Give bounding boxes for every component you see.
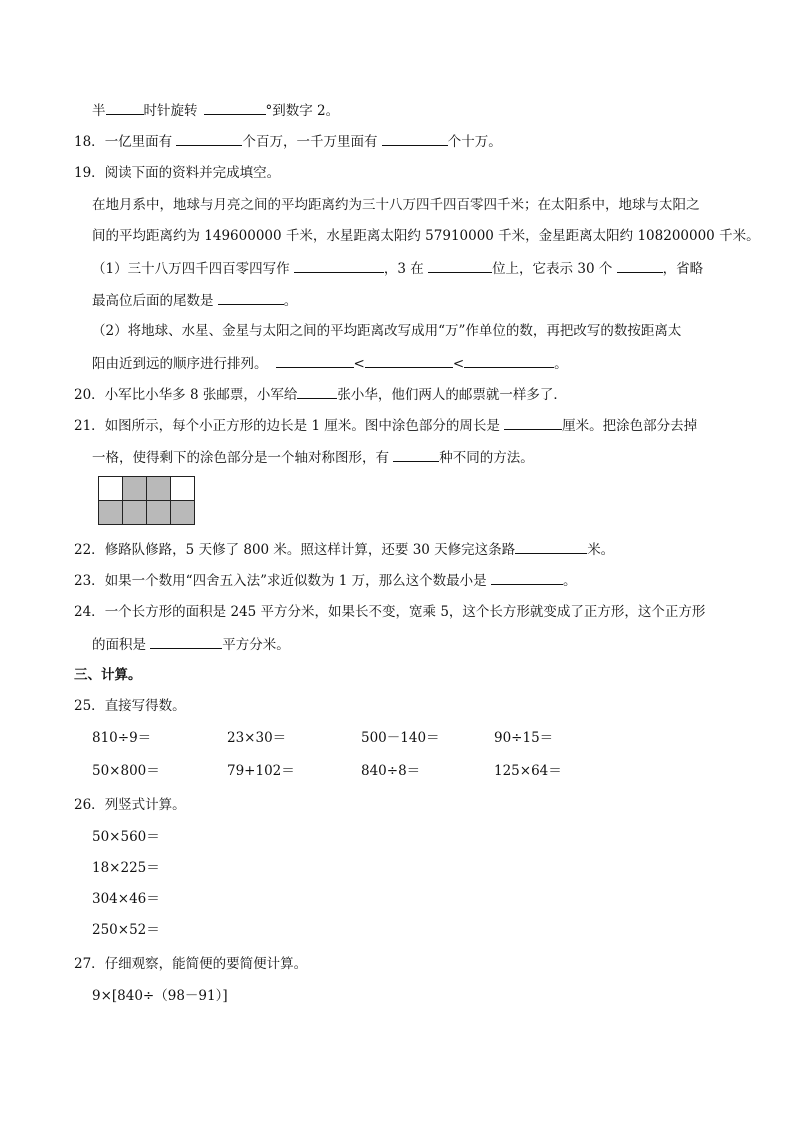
answer-blank[interactable]	[504, 416, 562, 430]
question-19-title: 19．阅读下面的资料并完成填空。	[74, 165, 281, 181]
mental-calc-item: 810÷9＝	[92, 730, 152, 746]
q19-paragraph-line2: 间的平均距离约为 149600000 千米，水星距离太阳约 57910000 千米，金星距离太阳约 108200000 千米。	[92, 228, 760, 244]
vertical-calc-item: 18×225＝	[92, 860, 160, 876]
grid-cell-shaded	[99, 501, 123, 525]
simplify-calc-expression: 9×[840÷（98－91）]	[92, 988, 228, 1004]
q17-continuation: 半 时针旋转 °到数字 2。	[92, 103, 340, 119]
question-23: 23．如果一个数用“四舍五入法”求近似数为 1 万，那么这个数最小是 。	[74, 573, 577, 589]
question-27-title: 27．仔细观察，能简便的要简便计算。	[74, 956, 308, 972]
mental-calc-item: 500－140＝	[361, 730, 440, 746]
answer-blank[interactable]	[150, 635, 222, 649]
question-21-line2: 一格，使得剩下的涂色部分是一个轴对称图形，有 种不同的方法。	[92, 450, 534, 466]
grid-cell-shaded	[147, 477, 171, 501]
grid-cell-shaded	[171, 501, 195, 525]
q19-sub1-line2: 最高位后面的尾数是 。	[92, 293, 298, 309]
answer-blank[interactable]	[106, 101, 144, 115]
answer-blank[interactable]	[491, 571, 563, 585]
grid-cell-shaded	[147, 501, 171, 525]
grid-cell-empty	[99, 477, 123, 501]
answer-blank[interactable]	[204, 101, 266, 115]
square-grid-figure	[98, 476, 195, 525]
question-26-title: 26．列竖式计算。	[74, 797, 186, 813]
q19-paragraph-line1: 在地月系中，地球与月亮之间的平均距离约为三十八万四千四百零四千米；在太阳系中，地球与太阳之	[92, 197, 700, 213]
question-25-title: 25．直接写得数。	[74, 698, 186, 714]
mental-calc-item: 90÷15＝	[494, 730, 554, 746]
question-24-line2: 的面积是 平方分米。	[92, 637, 290, 653]
grid-cell-shaded	[123, 501, 147, 525]
mental-calc-item: 79+102＝	[227, 763, 295, 779]
answer-blank[interactable]	[382, 132, 448, 146]
question-20: 20．小军比小华多 8 张邮票，小军给 张小华，他们两人的邮票就一样多了．	[74, 387, 567, 403]
mental-calc-item: 50×800＝	[92, 763, 160, 779]
mental-calc-item: 125×64＝	[494, 763, 562, 779]
grid-cell-empty	[171, 477, 195, 501]
q19-sub2-line1: （2）将地球、水星、金星与太阳之间的平均距离改写成用“万”作单位的数，再把改写的数按距离太	[92, 323, 682, 339]
answer-blank[interactable]	[218, 291, 284, 305]
vertical-calc-item: 50×560＝	[92, 829, 160, 845]
vertical-calc-item: 250×52＝	[92, 922, 160, 938]
q19-sub1-line1: （1）三十八万四千四百零四写作 ，3 在 位上，它表示 30 个 ，省略	[92, 261, 704, 277]
answer-blank[interactable]	[464, 354, 554, 368]
answer-blank[interactable]	[294, 259, 384, 273]
answer-blank[interactable]	[276, 354, 354, 368]
grid-cell-shaded	[123, 477, 147, 501]
q19-sub2-line2: 阳由近到远的顺序进行排列。 < < 。	[92, 356, 568, 372]
question-18: 18．一亿里面有 个百万，一千万里面有 个十万。	[74, 134, 502, 150]
vertical-calc-item: 304×46＝	[92, 891, 160, 907]
answer-blank[interactable]	[176, 132, 242, 146]
answer-blank[interactable]	[297, 385, 337, 399]
section-3-title: 三、计算。	[74, 667, 142, 683]
mental-calc-item: 23×30＝	[227, 730, 287, 746]
question-22: 22．修路队修路，5 天修了 800 米。照这样计算，还要 30 天修完这条路 米。	[74, 542, 615, 558]
answer-blank[interactable]	[365, 354, 453, 368]
answer-blank[interactable]	[515, 540, 587, 554]
question-24-line1: 24．一个长方形的面积是 245 平方分米，如果长不变，宽乘 5，这个长方形就变成了正方形，这个正方形	[74, 604, 706, 620]
mental-calc-item: 840÷8＝	[361, 763, 421, 779]
answer-blank[interactable]	[393, 448, 439, 462]
answer-blank[interactable]	[428, 259, 492, 273]
answer-blank[interactable]	[617, 259, 663, 273]
question-21-line1: 21．如图所示，每个小正方形的边长是 1 厘米。图中涂色部分的周长是 厘米。把涂色部分去掉	[74, 418, 698, 434]
